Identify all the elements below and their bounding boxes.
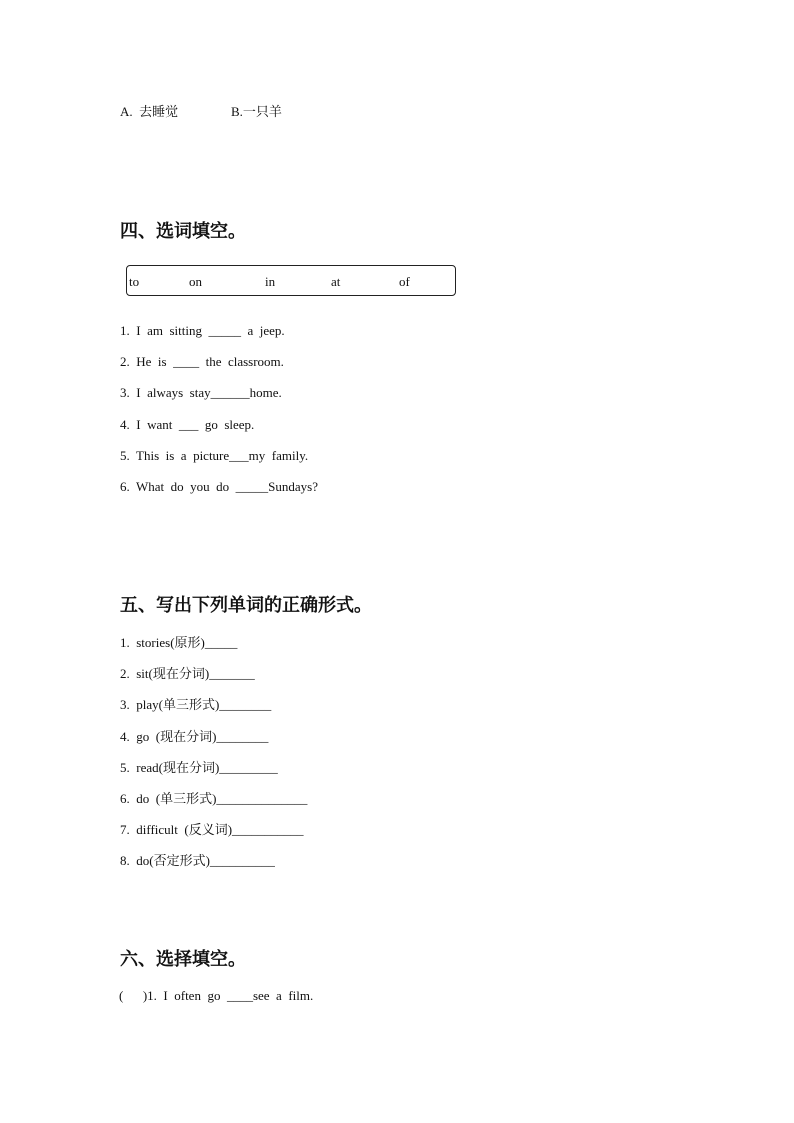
word-bank-word: on xyxy=(189,274,202,289)
word-bank-box xyxy=(126,265,456,296)
question-item: 5. read(现在分词)_________ xyxy=(120,760,278,775)
question-item: 6. What do you do _____Sundays? xyxy=(120,479,318,494)
question-item: 6. do (单三形式)______________ xyxy=(120,791,308,806)
question-item: 1. stories(原形)_____ xyxy=(120,635,238,650)
option-a: A. 去睡觉 xyxy=(120,104,179,119)
word-bank-word: to xyxy=(129,274,140,289)
question-item: 1. I am sitting _____ a jeep. xyxy=(120,323,285,338)
question-item: 4. I want ___ go sleep. xyxy=(120,417,255,432)
section-5-heading: 五、写出下列单词的正确形式。 xyxy=(120,595,372,616)
question-item: 3. I always stay______home. xyxy=(120,385,282,400)
question-item: 7. difficult (反义词)___________ xyxy=(120,822,304,837)
word-bank-word: at xyxy=(331,274,341,289)
section-6-heading: 六、选择填空。 xyxy=(120,949,246,970)
question-item: 8. do(否定形式)__________ xyxy=(120,853,275,868)
question-item: 2. He is ____ the classroom. xyxy=(120,354,284,369)
question-item: 5. This is a picture___my family. xyxy=(120,448,309,463)
word-bank-word: in xyxy=(265,274,276,289)
question-item: 2. sit(现在分词)_______ xyxy=(120,666,255,681)
section-4-heading: 四、选词填空。 xyxy=(120,221,246,242)
question-item: 3. play(单三形式)________ xyxy=(120,697,272,712)
question-item: ( )1. I often go ____see a film. xyxy=(119,988,314,1003)
word-bank-word: of xyxy=(399,274,410,289)
question-item: 4. go (现在分词)________ xyxy=(120,729,269,744)
option-b: B.一只羊 xyxy=(231,104,282,119)
